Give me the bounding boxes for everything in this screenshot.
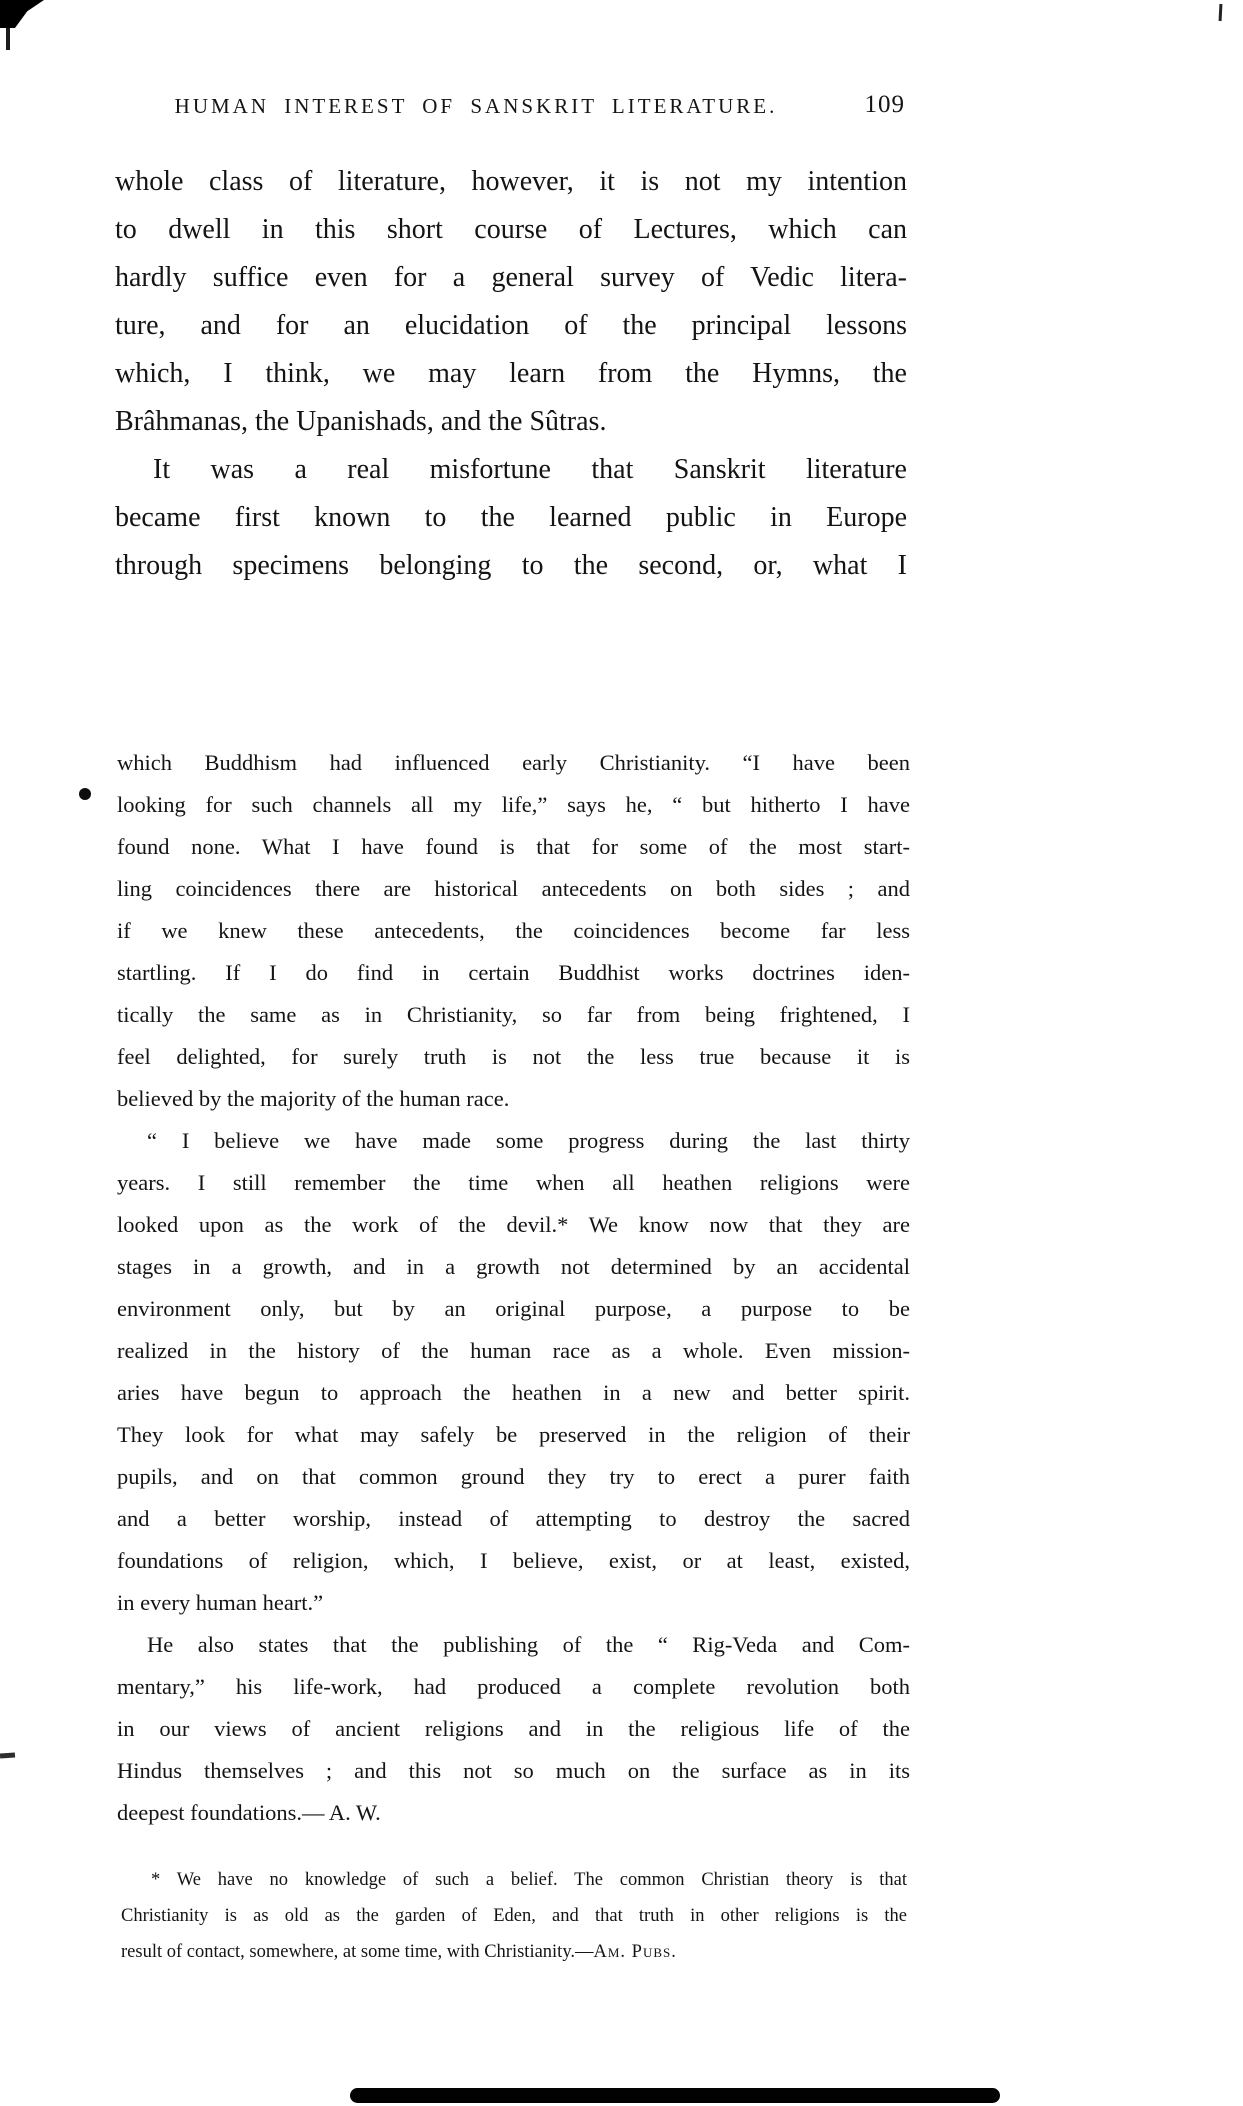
footnote-line: in our views of ancient religions and in the religious life of the — [117, 1716, 910, 1741]
footnote-line: found none. What I have found is that for some of the most start- — [117, 834, 910, 859]
page-number: 109 — [864, 91, 905, 118]
publisher-note-line: * We have no knowledge of such a belief. The common Christian theory is that — [151, 1870, 907, 1890]
footnote-line: and a better worship, instead of attempting to destroy the sacred — [117, 1506, 910, 1531]
text-line: which, I think, we may learn from the Hymns, the — [115, 358, 907, 389]
footnote-line: ling coincidences there are historical antecedents on both sides ; and — [117, 876, 910, 901]
footnote-line: environment only, but by an original purpose, a purpose to be — [117, 1296, 910, 1321]
footnote-line: looking for such channels all my life,” says he, “ but hitherto I have — [117, 792, 910, 817]
publisher-attribution: Am. Pubs. — [593, 1942, 677, 1962]
publisher-note-line — [121, 1934, 907, 1970]
footnote-line: Hindus themselves ; and this not so much on the surface as in its — [117, 1758, 910, 1783]
scan-artifact-bottom-bar — [350, 2088, 1000, 2103]
text-line: became first known to the learned public in Europe — [115, 502, 907, 533]
footnote-line: He also states that the publishing of the “ Rig-Veda and Com- — [147, 1632, 910, 1657]
text-line: Brâhmanas, the Upanishads, and the Sûtras. — [115, 406, 607, 437]
publisher-note-text: result of contact, somewhere, at some time, with Christianity.— — [121, 1942, 594, 1962]
footnote-line: years. I still remember the time when all heathen religions were — [117, 1170, 910, 1195]
main-text-block — [115, 158, 907, 590]
text-line: through specimens belonging to the second, or, what I — [115, 550, 907, 581]
scan-artifact-margin-dot — [79, 788, 91, 800]
text-line: ture, and for an elucidation of the principal lessons — [115, 310, 907, 341]
footnote-line: foundations of religion, which, I believe, exist, or at least, existed, — [117, 1548, 910, 1573]
footnote-line: feel delighted, for surely truth is not the less true because it is — [117, 1044, 910, 1069]
footnote-line: if we knew these antecedents, the coincidences become far less — [117, 918, 910, 943]
footnote-line: in every human heart.” — [117, 1590, 324, 1615]
text-line: whole class of literature, however, it is not my intention — [115, 166, 907, 197]
scan-artifact-corner-blob — [0, 0, 44, 28]
text-line: to dwell in this short course of Lectures, which can — [115, 214, 907, 245]
footnote-line: deepest foundations.— A. W. — [117, 1800, 381, 1825]
footnote-line: believed by the majority of the human race. — [117, 1086, 510, 1111]
footnote-line: stages in a growth, and in a growth not determined by an accidental — [117, 1254, 910, 1279]
publisher-note-block — [121, 1862, 907, 1970]
footnote-line: “ I believe we have made some progress during the last thirty — [147, 1128, 910, 1153]
footnote-line: which Buddhism had influenced early Christianity. “I have been — [117, 750, 910, 775]
footnote-line: They look for what may safely be preserved in the religion of their — [117, 1422, 910, 1447]
footnote-line: realized in the history of the human race as a whole. Even mission- — [117, 1338, 910, 1363]
text-line: It was a real misfortune that Sanskrit literature — [153, 454, 907, 485]
footnote-line: startling. If I do find in certain Buddhist works doctrines iden- — [117, 960, 910, 985]
footnote-line: mentary,” his life-work, had produced a complete revolution both — [117, 1674, 910, 1699]
scan-artifact-topright-tick — [1219, 4, 1223, 21]
footnote-line: pupils, and on that common ground they try to erect a purer faith — [117, 1464, 910, 1489]
text-line: hardly suffice even for a general survey of Vedic litera- — [115, 262, 907, 293]
footnote-block — [117, 742, 910, 1834]
running-head — [115, 91, 907, 128]
scan-artifact-left-dash — [0, 1752, 15, 1758]
footnote-line: tically the same as in Christianity, so far from being frightened, I — [117, 1002, 910, 1027]
footnote-line: looked upon as the work of the devil.* We know now that they are — [117, 1212, 910, 1237]
running-head-title: HUMAN INTEREST OF SANSKRIT LITERATURE. — [174, 94, 778, 118]
scan-artifact-corner-sliver — [6, 28, 10, 50]
publisher-note-line: Christianity is as old as the garden of Eden, and that truth in other religions is the — [121, 1906, 907, 1926]
footnote-line: aries have begun to approach the heathen in a new and better spirit. — [117, 1380, 910, 1405]
